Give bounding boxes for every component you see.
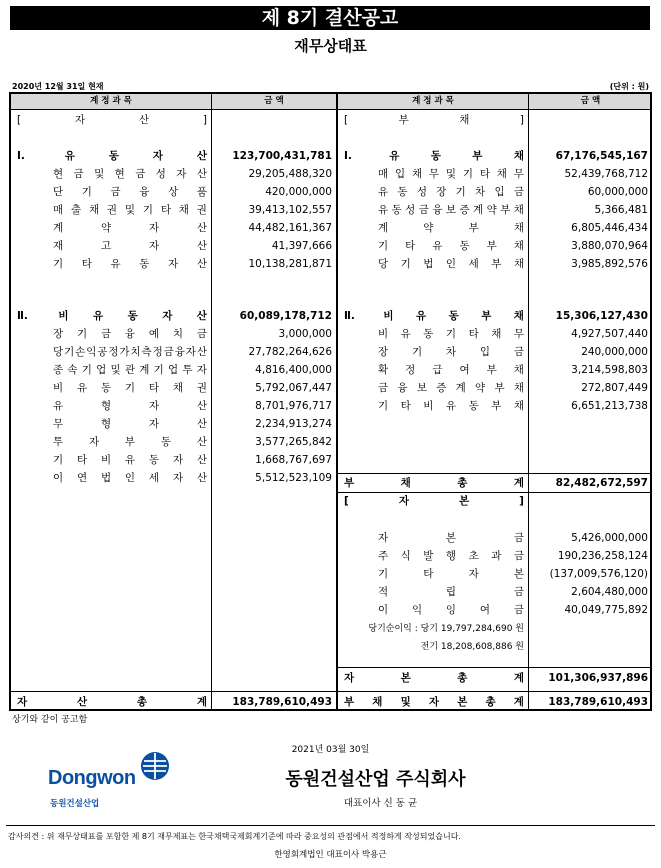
amount-value: 2,604,480,000 [571,586,648,598]
account-label: 당 기 손 익 공 정 가 치 측 정 금 융 자 산 [53,346,207,358]
table-row [338,669,650,687]
table-row [338,474,650,492]
amount-value: 29,205,488,320 [248,168,332,180]
account-label: 기 타 비 유 동 자 산 [53,454,207,466]
table-row [338,583,650,601]
total-label: 부 채 및 자 본 총 계 [344,696,524,708]
account-label: 확 정 급 여 부 채 [378,364,524,376]
table-row [11,201,336,219]
grand-total-row [338,692,650,712]
account-label: 현 금 및 현 금 성 자 산 [53,168,207,180]
equity-section-row [338,492,650,510]
table-row [11,361,336,379]
report-date: 2020년 12월 31일 현재 [12,82,104,91]
amount-value: 2,234,913,274 [255,418,332,430]
table-row [338,201,650,219]
amount-value: 3,214,598,803 [571,364,648,376]
account-label: Ⅰ. 유 동 자 산 [17,150,207,162]
table-row [11,325,336,343]
account-label: 투 자 부 동 산 [53,436,207,448]
amount-value: 39,413,102,557 [248,204,332,216]
amount-value: 190,236,258,124 [557,550,648,562]
table-row [11,415,336,433]
table-row [338,325,650,343]
table-row [11,111,336,129]
total-value: 183,789,610,493 [232,696,332,708]
table-row [338,601,650,619]
table-row [338,183,650,201]
account-label: 자 본 금 [378,532,524,544]
table-row [11,451,336,469]
account-label: 자 본 총 계 [344,672,524,684]
account-label: 계 약 부 채 [378,222,524,234]
amount-value: 4,816,400,000 [255,364,332,376]
account-label: 전기 18,208,608,886 원 [420,642,524,652]
account-label: 비 유 동 기 타 채 권 [53,382,207,394]
amount-value: 4,927,507,440 [571,328,648,340]
table-row [11,237,336,255]
account-label: 매 입 채 무 및 기 타 채 무 [378,168,524,180]
account-label: Ⅰ. 유 동 부 채 [344,150,524,162]
logo-wordmark: Dongwon [48,767,136,789]
table-row [11,397,336,415]
amount-value: 240,000,000 [581,346,648,358]
page-title: 제 8기 결산공고 [10,6,650,30]
amount-value: 420,000,000 [265,186,332,198]
amount-value: 5,426,000,000 [571,532,648,544]
account-label: 적 립 금 [378,586,524,598]
amount-value: 6,651,213,738 [571,400,648,412]
account-label: Ⅱ. 비 유 동 자 산 [17,310,207,322]
account-label: [ 자 본 ] [344,495,524,507]
column-amount: 금 액 [580,96,601,106]
assets-header [11,94,336,110]
account-label: 유 동 성 금 융 보 증 계 약 부 채 [378,204,524,216]
amount-value: 5,366,481 [594,204,648,216]
table-row [338,147,650,165]
account-label: 비 유 동 기 타 채 무 [378,328,524,340]
amount-value: 3,880,070,964 [571,240,648,252]
table-row [338,529,650,547]
auditor-name: 한영회계법인 대표이사 박용근 [274,850,387,860]
table-row [338,343,650,361]
account-label: [ 자 산 ] [17,114,207,126]
table-row [11,165,336,183]
table-row [338,219,650,237]
table-row [338,165,650,183]
liabilities-header [338,94,650,110]
table-row [338,565,650,583]
amount-value: 272,807,449 [581,382,648,394]
amount-value: 44,482,161,367 [248,222,332,234]
amount-value: 52,439,768,712 [564,168,648,180]
amount-value: 5,512,523,109 [255,472,332,484]
audit-opinion: 감사의견 : 위 재무상태표를 포함한 제 8기 재무제표는 한국채택국제회계기준에 따라 중요성의 관점에서 적정하게 작성되었습니다. [8,832,461,841]
account-label: [ 부 채 ] [344,114,524,126]
ceo-name: 대표이사 신 동 균 [343,798,418,809]
amount-value: 10,138,281,871 [248,258,332,270]
amount-value: 41,397,666 [271,240,332,252]
table-row [338,638,650,656]
amount-value: 60,000,000 [587,186,648,198]
table-row [11,433,336,451]
column-account: 계 정 과 목 [90,96,132,106]
table-row [11,255,336,273]
audit-divider [6,825,655,826]
account-label: 당기순이익 : 당기 19,797,284,690 원 [368,624,524,634]
amount-value: (137,009,576,120) [549,568,648,580]
logo-subtext: 동원건설산업 [50,799,100,809]
account-label: 이 연 법 인 세 자 산 [53,472,207,484]
table-row [338,361,650,379]
unit-label: (단위 : 원) [609,82,649,91]
account-label: 이 익 잉 여 금 [378,604,524,616]
account-label: 금 융 보 증 계 약 부 채 [378,382,524,394]
table-row [338,379,650,397]
table-row [11,469,336,487]
account-label: 종 속 기 업 및 관 계 기 업 투 자 [53,364,207,376]
account-label: 기 타 유 동 자 산 [53,258,207,270]
account-label: 무 형 자 산 [53,418,207,430]
amount-value: 40,049,775,892 [564,604,648,616]
grand-total-row [11,692,336,712]
equity-total-divider-top [338,667,650,668]
assets-panel [11,94,336,709]
account-label: 기 타 자 본 [378,568,524,580]
amount-value: 101,306,937,896 [548,672,648,684]
account-label: 부 채 총 계 [344,477,524,489]
account-label: 매 출 채 권 및 기 타 채 권 [53,204,207,216]
amount-value: 82,482,672,597 [555,477,648,489]
table-row [338,620,650,638]
account-label: 장 기 차 입 금 [378,346,524,358]
issue-date: 2021년 03월 30일 [291,745,370,755]
statement-title: 재무상태표 [294,37,367,55]
amount-value: 3,577,265,842 [255,436,332,448]
table-row [11,343,336,361]
amount-value: 67,176,545,167 [555,150,648,162]
account-label: Ⅱ. 비 유 동 부 채 [344,310,524,322]
table-row [338,237,650,255]
notice-text: 상기와 같이 공고함 [12,715,88,725]
account-label: 장 기 금 융 예 치 금 [53,328,207,340]
balance-sheet-table [9,92,652,711]
liabilities-panel [336,94,650,709]
amount-value: 60,089,178,712 [239,310,332,322]
amount-value: 123,700,431,781 [232,150,332,162]
company-name: 동원건설산업 주식회사 [285,769,466,790]
account-label: 기 타 비 유 동 부 채 [378,400,524,412]
account-label: 주 식 발 행 초 과 금 [378,550,524,562]
amount-value: 1,668,767,697 [255,454,332,466]
table-row [11,219,336,237]
table-row [338,547,650,565]
account-label: 당 기 법 인 세 부 채 [378,258,524,270]
table-row [338,307,650,325]
table-row [338,255,650,273]
account-label: 유 동 성 장 기 차 입 금 [378,186,524,198]
amount-value: 3,000,000 [278,328,332,340]
table-row [11,183,336,201]
account-label: 계 약 자 산 [53,222,207,234]
account-label: 단 기 금 융 상 품 [53,186,207,198]
amount-value: 8,701,976,717 [255,400,332,412]
amount-value: 3,985,892,576 [571,258,648,270]
table-row [11,379,336,397]
column-amount: 금 액 [264,96,284,106]
amount-value: 6,805,446,434 [571,222,648,234]
table-row [11,307,336,325]
amount-value: 27,782,264,626 [248,346,332,358]
account-label: 기 타 유 동 부 채 [378,240,524,252]
amount-value: 5,792,067,447 [255,382,332,394]
account-label: 재 고 자 산 [53,240,207,252]
column-account: 계 정 과 목 [412,96,454,106]
amount-value: 15,306,127,430 [555,310,648,322]
account-label: 유 형 자 산 [53,400,207,412]
table-row [338,397,650,415]
total-value: 183,789,610,493 [548,696,648,708]
table-row [338,111,650,129]
table-row [11,147,336,165]
total-label: 자 산 총 계 [17,696,207,708]
